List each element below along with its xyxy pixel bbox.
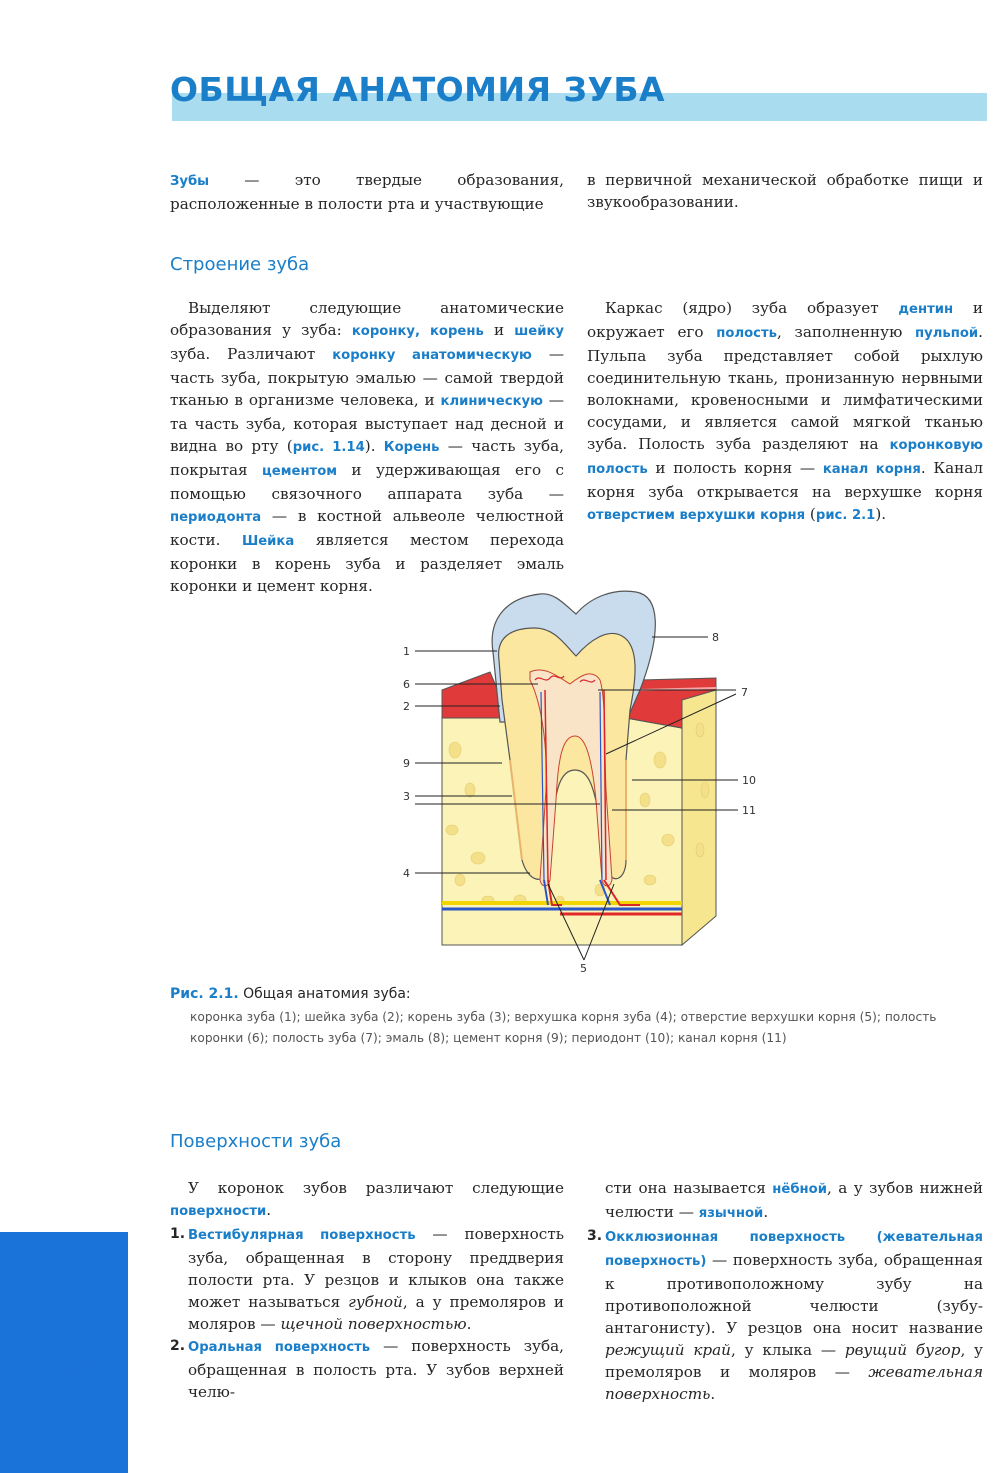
text: У коронок зубов различают следующие xyxy=(188,1179,564,1197)
page-title: ОБЩАЯ АНАТОМИЯ ЗУБА xyxy=(170,70,666,109)
text: Выделяют следующие анатомические образования у зуба: xyxy=(170,299,564,339)
text: . xyxy=(266,1201,272,1219)
surfaces-intro xyxy=(170,1177,564,1223)
oral-continuation xyxy=(587,1177,983,1225)
text: . xyxy=(710,1385,716,1403)
label-3: 3 xyxy=(403,790,410,803)
label-1: 1 xyxy=(403,645,410,658)
figure-reference-link-2[interactable]: рис. 2.1 xyxy=(815,508,876,523)
page-color-block xyxy=(0,1232,128,1473)
text: ). xyxy=(364,437,384,455)
label-2: 2 xyxy=(403,700,410,713)
text: . Канал корня зуба открывается на верхушке корня xyxy=(587,459,983,501)
italic-text: рвущий бугор xyxy=(844,1341,961,1359)
list-number: 3. xyxy=(587,1228,603,1244)
text: сти она называется xyxy=(605,1179,773,1197)
figure-caption-text: коронка зуба (1); шейка зуба (2); корень зуба (3); верхушка корня зуба (4); отверстие верхушки корня (5); полость коронки (6); полость зуба (7); эмаль (8); цемент корня (9); периодонт (10); канал корня (11) xyxy=(190,1010,937,1045)
text: , заполненную xyxy=(776,323,916,341)
surfaces-right-column xyxy=(587,1177,983,1405)
figure-caption-title xyxy=(170,986,411,1002)
text: , а у зубов нижней челюсти — xyxy=(605,1179,984,1221)
term-cavity: полость xyxy=(716,326,777,341)
text: — поверхность зуба, обращенная к противоположному зубу на противоположной челюсти (зубу-антагонисту). У резцов она носит название xyxy=(605,1251,983,1337)
text: и xyxy=(483,321,515,339)
text: ). xyxy=(875,505,887,523)
text: . xyxy=(466,1315,472,1333)
label-7: 7 xyxy=(741,686,748,699)
section-heading-structure: Строение зуба xyxy=(170,254,310,275)
term-apical-foramen: отверстием верхушки корня xyxy=(587,508,806,523)
label-6: 6 xyxy=(403,678,410,691)
term-palatal: нёбной xyxy=(772,1182,827,1197)
term-lingual: язычной xyxy=(698,1206,764,1221)
term-periodontium: периодонта xyxy=(170,510,262,525)
structure-right-paragraph xyxy=(587,297,983,527)
list-number: 2. xyxy=(170,1338,186,1354)
label-8: 8 xyxy=(712,631,719,644)
text: — часть зуба, покрытая xyxy=(170,437,564,479)
tooth-anatomy-figure xyxy=(395,585,765,980)
text: и удерживающая его с помощью связочного аппарата зуба — xyxy=(170,461,564,503)
italic-text: жевательная поверхность xyxy=(605,1363,983,1403)
text: , а у премоляров и моляров — xyxy=(188,1293,565,1333)
text: ( xyxy=(805,505,816,523)
list-item-oral xyxy=(170,1335,564,1403)
structure-left-paragraph xyxy=(170,297,564,597)
term-vestibular: Вестибулярная поверхность xyxy=(188,1228,416,1243)
term-anatomical-crown: коронку анатомическую xyxy=(332,348,532,363)
label-10: 10 xyxy=(742,774,756,787)
intro-left xyxy=(170,169,564,215)
term-clinical: клиническую xyxy=(440,394,543,409)
term-dentin: дентин xyxy=(898,302,954,317)
text: зуба. Различают xyxy=(170,345,333,363)
term-neck-2: Шейка xyxy=(241,534,295,549)
intro-term: Зубы xyxy=(170,174,210,189)
term-occlusal: Окклюзионная поверхность (жевательная поверхность) xyxy=(605,1230,983,1269)
text: , у клыка — xyxy=(730,1341,845,1359)
label-9: 9 xyxy=(403,757,410,770)
term-root: Корень xyxy=(383,440,440,455)
term-oral: Оральная поверхность xyxy=(188,1340,371,1355)
italic-text: щечной поверхностью xyxy=(280,1315,467,1333)
text: — та часть зуба, которая выступает над десной и видна во рту ( xyxy=(170,391,564,455)
text: Каркас (ядро) зуба образует xyxy=(605,299,899,317)
text: — поверхность зуба, обращенная в сторону преддверия полости рта. У резцов и клыков она также может называться xyxy=(188,1225,564,1311)
term-root-canal: канал корня xyxy=(822,462,921,477)
figure-caption-label: Рис. 2.1. xyxy=(170,986,239,1002)
term-surfaces: поверхности xyxy=(170,1204,267,1219)
text: — поверхность зуба, обращенная в полость рта. У зубов верхней челю- xyxy=(188,1337,565,1401)
term-cement: цементом xyxy=(262,464,338,479)
label-4: 4 xyxy=(403,867,410,880)
list-number: 1. xyxy=(170,1226,186,1242)
italic-text: режущий край xyxy=(605,1341,731,1359)
figure-caption-heading: Общая анатомия зуба: xyxy=(238,986,411,1002)
text: и полость корня — xyxy=(647,459,823,477)
text: — в костной альвеоле челюстной кости. xyxy=(170,507,564,549)
label-11: 11 xyxy=(742,804,756,817)
term-crown-cavity: коронковую полость xyxy=(587,438,983,477)
term-pulp: пульпой xyxy=(915,326,979,341)
term-crown-root: коронку, корень xyxy=(351,324,484,339)
italic-text: губной xyxy=(348,1293,403,1311)
label-5: 5 xyxy=(580,962,587,975)
surfaces-left-column xyxy=(170,1177,564,1403)
page-number: 12 xyxy=(62,1357,96,1385)
intro-left-text: — это твердые образования, расположенные в полости рта и участвующие xyxy=(170,171,564,213)
text: . xyxy=(763,1203,769,1221)
term-neck: шейку xyxy=(514,324,564,339)
text: — часть зуба, покрытую эмалью — самой твердой тканью в организме человека, и xyxy=(170,345,565,409)
list-item-occlusal xyxy=(587,1225,983,1405)
gum-left xyxy=(442,672,502,718)
text: . Пульпа зуба представляет собой рыхлую соединительную ткань, пронизанную нервными волокнами, кровеносными и лимфатическими сосудами, и является самой мягкой тканью зуба. Полость зуба разделяют на xyxy=(587,323,983,453)
intro-right: в первичной механической обработке пищи и звукообразовании. xyxy=(587,171,983,211)
figure-reference-link[interactable]: рис. 1.14 xyxy=(292,440,365,455)
list-item-vestibular xyxy=(170,1223,564,1335)
section-heading-surfaces: Поверхности зуба xyxy=(170,1131,342,1152)
text: является местом перехода коронки в корень зуба и разделяет эмаль коронки и цемент корня. xyxy=(170,531,564,595)
text: , у премоляров и моляров — xyxy=(605,1341,983,1381)
text: и окружает его xyxy=(587,299,984,341)
